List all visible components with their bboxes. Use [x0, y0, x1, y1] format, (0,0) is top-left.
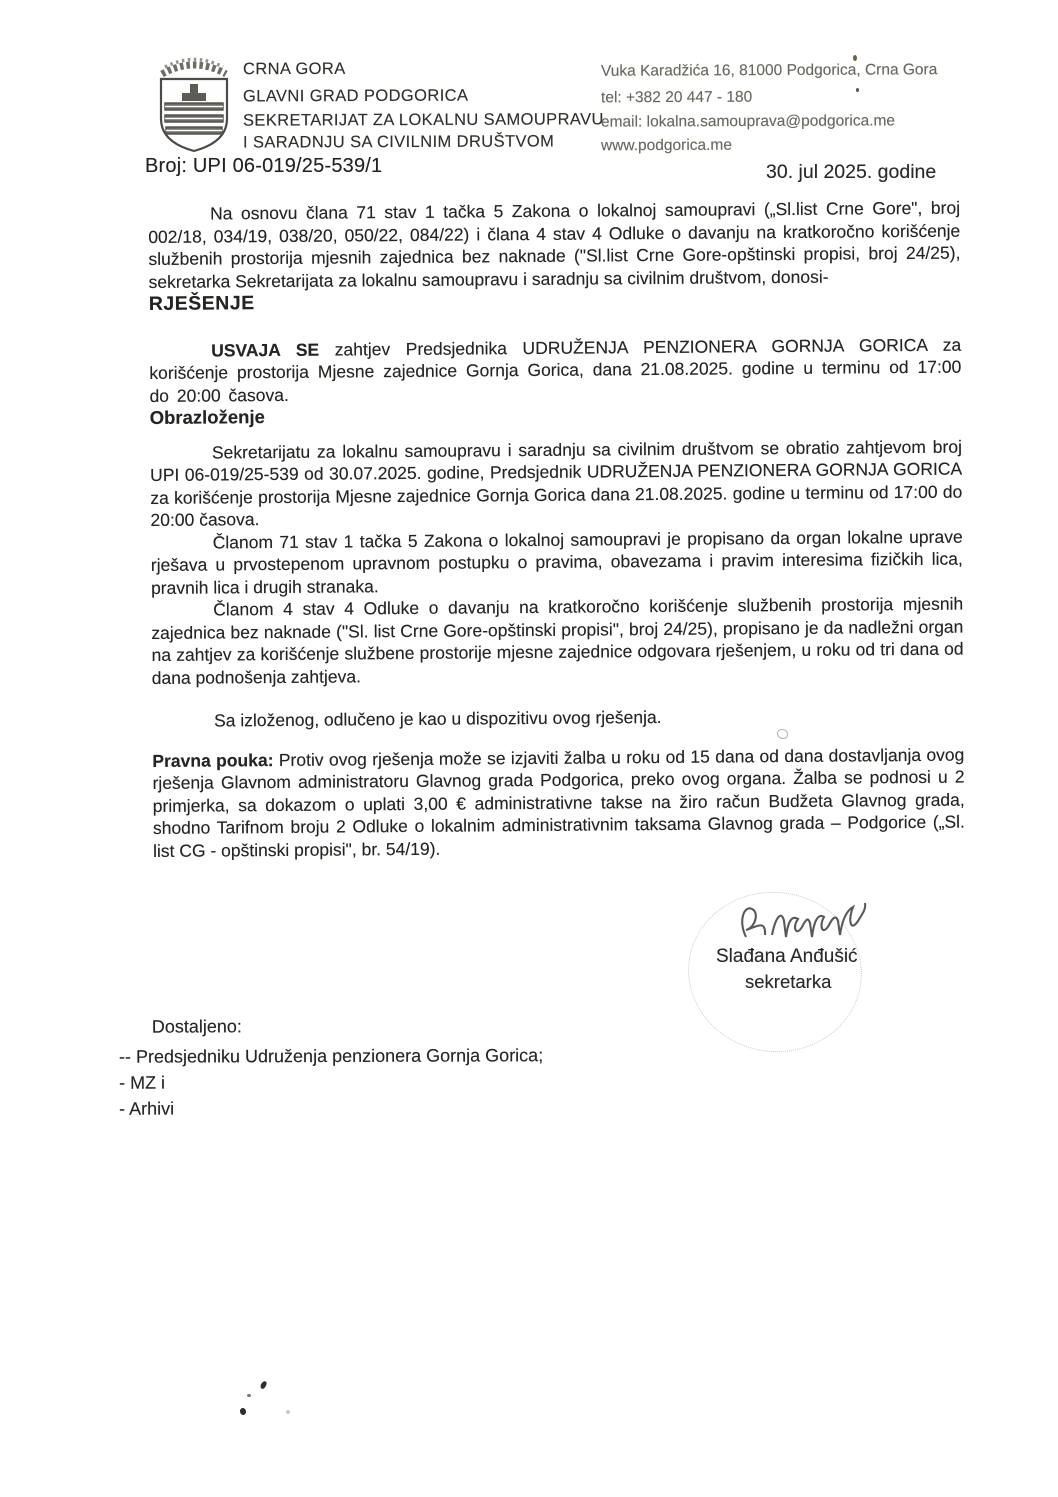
rationale-paragraph-2: Članom 71 stav 1 tačka 5 Zakona o lokalnoj samoupravi je propisano da organ lokalne uprave rješava u prvostepenom upravnom postupku o pravima, obavezama i pravim interesima fizičkih lica, pravnih lica i drugih stranaka.: [150, 526, 963, 598]
document-date: 30. jul 2025. godine: [766, 161, 937, 183]
ink-speck: [777, 729, 788, 739]
org-name-secretariat-line1: SEKRETARIJAT ZA LOKALNU SAMOUPRAVU: [242, 110, 604, 130]
legal-remedy-label: Pravna pouka:: [152, 749, 274, 771]
org-name-city: GLAVNI GRAD PODGORICA: [242, 86, 469, 106]
document-title: RJEŠENJE: [148, 292, 255, 315]
conclusion-paragraph: Sa izloženog, odlučeno je kao u dispozitivu ovog rješenja.: [213, 706, 662, 731]
decision-text: zahtjev Predsjednika UDRUŽENJA PENZIONERA GORNJA GORICA za korišćenje prostorija Mjesne zajednice Gornja Gorica, dana 21.08.2025. godine u terminu od 17:00 do 20:00 časova.: [149, 334, 962, 406]
podgorica-coat-of-arms-icon: [152, 53, 236, 155]
signatory-title: sekretarka: [745, 971, 832, 992]
distribution-item: -- Predsjedniku Udruženja penzionera Gornja Gorica;: [118, 1045, 544, 1067]
ink-speck: [260, 1380, 268, 1389]
rationale-paragraph-3: Članom 4 stav 4 Odluke o davanju na kratkoročno korišćenje službenih prostorija mjesnih zajednica bez naknade ("Sl. list Crne Gore-opštinski propisi", broj 24/25), propisano je da nadležni organ na zahtjev za korišćenje službene prostorije mjesne zajednice odgovara rješenjem, u roku od tri dana od dana podnošenja zahtjeva.: [151, 593, 964, 688]
intro-paragraph: Na osnovu člana 71 stav 1 tačka 5 Zakona o lokalnoj samoupravi („Sl.list Crne Gore", broj 002/18, 034/19, 038/20, 050/22, 084/22) i člana 4 stav 4 Odluke o davanju na kratkoročno korišćenje službenih prostorija mjesnih zajednica bez naknade ("Sl.list Crne Gore-opštinski propisi, broj 24/25), sekretarka Sekretarijata za lokalnu samoupravu i saradnju sa civilnim društvom, donosi-: [148, 197, 961, 292]
decision-keyword: USVAJA SE: [211, 339, 320, 361]
ink-speck: [247, 1394, 251, 1397]
document-body: [148, 197, 965, 862]
header-phone: tel: +382 20 447 - 180: [600, 88, 753, 107]
header-website: www.podgorica.me: [600, 136, 732, 155]
decision-paragraph: [149, 333, 962, 407]
header-address: Vuka Karadžića 16, 81000 Podgorica, Crna Gora: [600, 61, 938, 80]
document-reference-number: Broj: UPI 06-019/25-539/1: [145, 155, 383, 177]
handwritten-signature: [732, 897, 882, 951]
rationale-heading: Obrazloženje: [149, 406, 265, 428]
ink-speck: [239, 1407, 247, 1415]
distribution-label: Dostaljeno:: [151, 1016, 242, 1037]
distribution-item: - Arhivi: [119, 1098, 175, 1119]
distribution-item: - MZ i: [119, 1072, 166, 1093]
org-name-country: CRNA GORA: [242, 59, 346, 79]
distribution-list: [119, 1012, 544, 1121]
org-name-secretariat-line2: I SARADNJU SA CIVILNIM DRUŠTVOM: [242, 132, 555, 152]
legal-remedy-text: Protiv ovog rješenja može se izjaviti žalba u roku od 15 dana od dana dostavljanja ovog rješenja Glavnom administratoru Glavnog grada Podgorica, preko ovog organa. Žalba se podnosi u 2 primjerka, sa dokazom o uplati 3,00 € administrativne takse na žiro račun Budžeta Glavnog grada, shodno Tarifnom broju 2 Odluke o lokalnim administrativnim taksama Glavnog grada – Podgorice („Sl. list CG - opštinski propisi", br. 54/19).: [152, 744, 965, 861]
header-email: email: lokalna.samouprava@podgorica.me: [600, 112, 896, 131]
legal-remedy-paragraph: [152, 743, 965, 862]
ink-speck: [856, 88, 859, 92]
ink-speck: [853, 55, 857, 61]
ink-speck: [286, 1410, 290, 1414]
signatory-name: Slađana Anđušić: [716, 946, 858, 967]
rationale-paragraph-1: Sekretarijatu za lokalnu samoupravu i saradnju sa civilnim društvom se obratio zahtjevom broj UPI 06-019/25-539 od 30.07.2025. godine, Predsjednik UDRUŽENJA PENZIONERA GORNJA GORICA za korišćenje prostorija Mjesne zajednice Gornja Gorica dana 21.08.2025. godine u terminu od 17:00 do 20:00 časova.: [150, 436, 963, 530]
